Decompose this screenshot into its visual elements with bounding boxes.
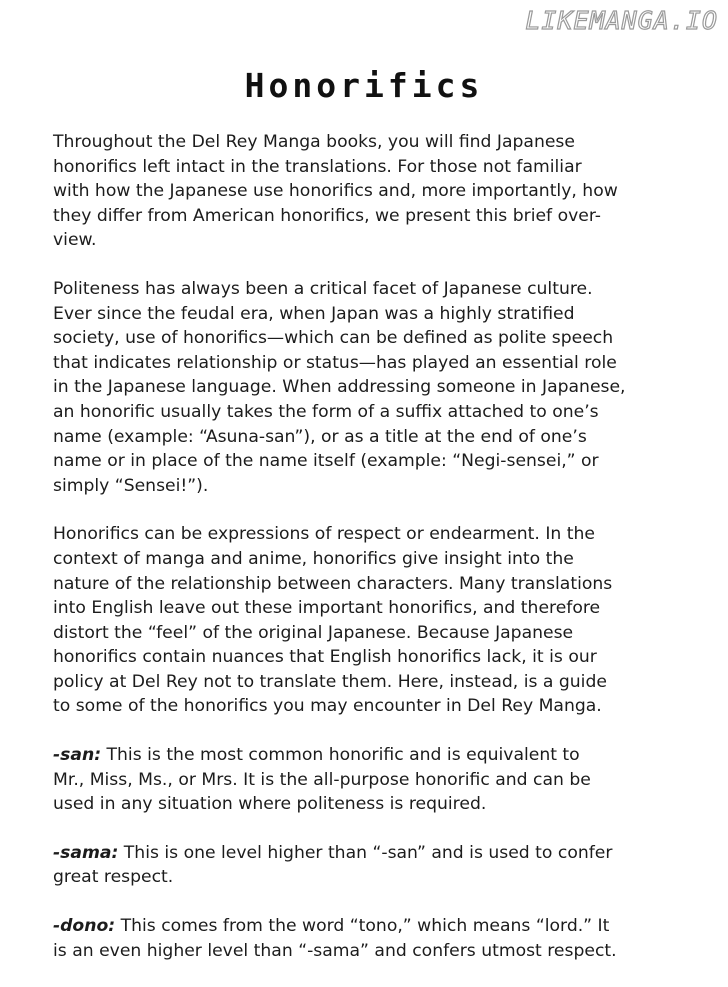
text-line: distort the “feel” of the original Japanese. Because Japanese (53, 622, 574, 643)
honorific-term: -dono: (53, 916, 116, 937)
text-line: into English leave out these important honorifics, and therefore (53, 598, 601, 619)
text-line: they differ from American honorifics, we present this brief over- (53, 205, 601, 226)
text-line: context of manga and anime, honorifics give insight into the (53, 548, 574, 569)
site-watermark: LIKEMANGA.IO (525, 6, 718, 35)
text-line: policy at Del Rey not to translate them. Here, instead, is a guide (53, 671, 607, 692)
entry-san (53, 743, 653, 817)
honorific-term: -san: (53, 745, 102, 766)
text-line: name (example: “Asuna-san”), or as a title at the end of one’s (53, 426, 587, 447)
page-title: Honorifics (244, 66, 484, 105)
text-line: in the Japanese language. When addressing someone in Japanese, (53, 377, 626, 398)
text-line: name or in place of the name itself (example: “Negi-sensei,” or (53, 451, 599, 472)
document-body (53, 130, 653, 987)
definition-text: This is the most common honorific and is equivalent to (101, 745, 580, 766)
text-line: simply “Sensei!”). (53, 475, 209, 496)
text-line: an honorific usually takes the form of a suffix attached to one’s (53, 401, 599, 422)
text-line: nature of the relationship between characters. Many translations (53, 573, 613, 594)
text-line: with how the Japanese use honorifics and, more importantly, how (53, 181, 618, 202)
text-line: Ever since the feudal era, when Japan was a highly stratified (53, 303, 575, 324)
text-line: Mr., Miss, Ms., or Mrs. It is the all-purpose honorific and can be (53, 769, 591, 790)
text-line: view. (53, 230, 97, 251)
text-line (53, 743, 653, 768)
text-line: to some of the honorifics you may encounter in Del Rey Manga. (53, 696, 602, 717)
text-line: great respect. (53, 867, 174, 888)
text-line: used in any situation where politeness is required. (53, 794, 487, 815)
text-line: is an even higher level than “-sama” and confers utmost respect. (53, 940, 617, 961)
text-line: honorifics contain nuances that English honorifics lack, it is our (53, 647, 597, 668)
text-line: Throughout the Del Rey Manga books, you will find Japanese (53, 132, 575, 152)
text-line: Honorifics can be expressions of respect or endearment. In the (53, 524, 595, 545)
text-line: honorifics left intact in the translations. For those not familiar (53, 156, 582, 177)
text-line (53, 914, 653, 939)
text-line: Politeness has always been a critical facet of Japanese culture. (53, 278, 593, 299)
text-line: society, use of honorifics—which can be defined as polite speech (53, 328, 614, 349)
paragraph-expressions (53, 522, 653, 719)
honorific-term: -sama: (53, 842, 119, 863)
definition-text: This comes from the word “tono,” which means “lord.” It (115, 916, 610, 937)
paragraph-intro (53, 130, 653, 253)
entry-sama (53, 841, 653, 890)
text-line: that indicates relationship or status—has played an essential role (53, 352, 617, 373)
entry-dono (53, 914, 653, 963)
text-line (53, 841, 653, 866)
paragraph-politeness (53, 277, 653, 498)
definition-text: This is one level higher than “-san” and is used to confer (118, 842, 613, 863)
